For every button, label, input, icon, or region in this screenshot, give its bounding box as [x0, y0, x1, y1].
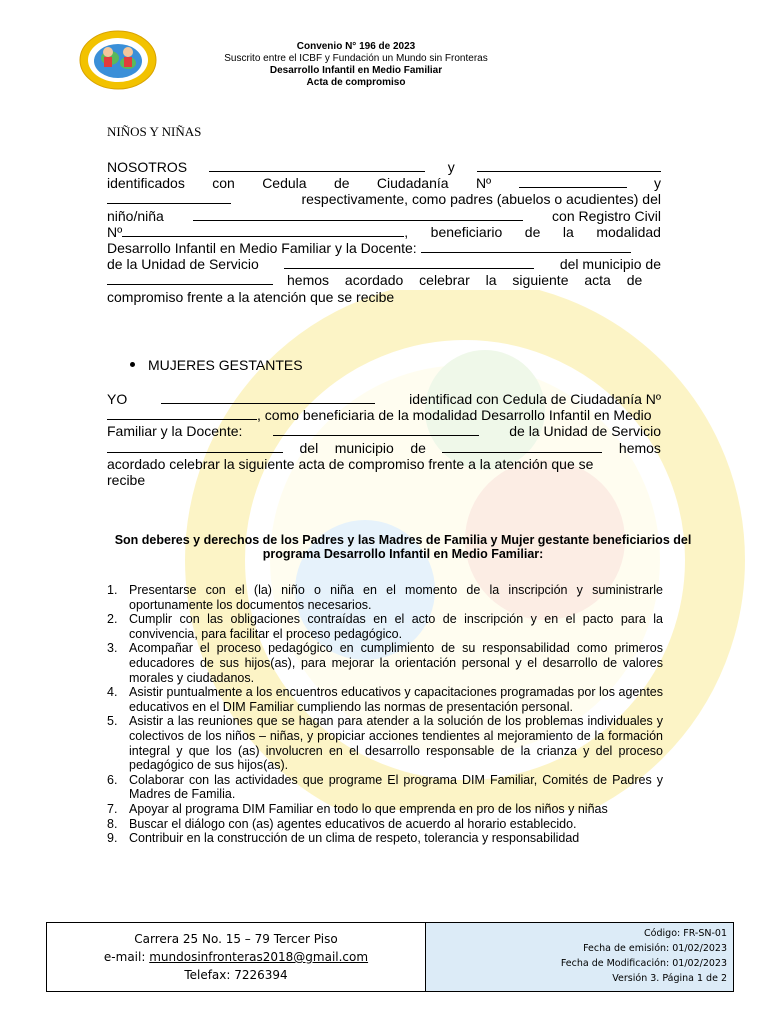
- header-subscribed: Suscrito entre el ICBF y Fundación un Mundo sin Fronteras: [224, 53, 488, 64]
- header-agreement: Convenio N° 196 de 2023: [296, 41, 416, 52]
- text: de la Unidad de Servicio: [509, 423, 661, 440]
- blank-line: [161, 391, 375, 404]
- blank-line: [519, 175, 627, 188]
- item-text: Asistir puntualmente a los encuentros educativos y capacitaciones programadas por los agentes educativos en el DIM Familiar cumpliendo las normas de presentación personal.: [129, 685, 663, 714]
- list-item: [107, 817, 663, 832]
- blank-line: [273, 423, 479, 436]
- item-text: Presentarse con el (la) niño o niña en el momento de la inscripción y suministrarle oportunamente los documentos necesarios.: [129, 583, 663, 612]
- text: hemos: [618, 439, 661, 456]
- text: NOSOTROS: [107, 159, 188, 175]
- text: , como beneficiaria de la modalidad Desarrollo Infantil en Medio: [257, 407, 652, 424]
- blank-line: [107, 272, 273, 285]
- duties-title: Son deberes y derechos de los Padres y las Madres de Familia y Mujer gestante beneficiarios del programa Desarrollo Infantil en Medio Familiar:: [114, 533, 692, 561]
- text: Nº: [107, 223, 123, 240]
- item-number: 4.: [107, 685, 118, 700]
- document-footer: [46, 922, 734, 992]
- text: identificados: [107, 175, 185, 192]
- blank-line: [442, 440, 602, 453]
- blank-line: [107, 191, 231, 204]
- text: de: [524, 223, 541, 240]
- blank-line: [477, 159, 661, 172]
- text: YO: [107, 391, 128, 407]
- foundation-logo: [78, 30, 158, 90]
- text: identificad con Cedula de Ciudadanía Nº: [409, 391, 661, 407]
- item-number: 1.: [107, 583, 118, 597]
- text: municipio: [334, 439, 394, 456]
- text: y: [653, 175, 661, 192]
- list-item: [107, 641, 663, 685]
- text: [287, 272, 661, 288]
- text: de: [333, 175, 350, 192]
- ninos-paragraph: [107, 159, 661, 305]
- blank-line: [209, 159, 425, 172]
- text: Ciudadanía: [376, 175, 449, 192]
- header-program: Desarrollo Infantil en Medio Familiar: [269, 65, 443, 76]
- footer-email-link[interactable]: mundosinfronteras2018@gmail.com: [149, 950, 369, 964]
- item-number: 3.: [107, 641, 118, 656]
- blank-line: [284, 256, 534, 269]
- bullet-heading: [130, 357, 303, 373]
- list-item: [107, 714, 663, 772]
- text: de la Unidad de Servicio: [107, 256, 259, 273]
- duties-list: [107, 583, 663, 846]
- text: beneficiario: [430, 223, 503, 240]
- text: y: [447, 159, 455, 175]
- list-item: [107, 612, 663, 641]
- bullet-icon: [130, 362, 135, 367]
- text: respectivamente, como padres (abuelos o acudientes) del: [301, 191, 661, 208]
- item-number: 7.: [107, 801, 118, 816]
- text: la: [562, 223, 574, 240]
- text: Familiar y la Docente:: [107, 423, 243, 440]
- blank-line: [107, 407, 257, 420]
- footer-contact: [47, 923, 426, 991]
- text: ,: [404, 223, 409, 240]
- list-item: [107, 685, 663, 714]
- text: del: [299, 439, 319, 456]
- blank-line: [107, 440, 283, 453]
- item-text: Contribuir en la construcción de un clima de respeto, tolerancia y responsabilidad: [129, 831, 580, 846]
- list-item: [107, 802, 663, 817]
- text: Cedula: [262, 175, 307, 192]
- text: recibe: [107, 471, 146, 488]
- footer-email-label: e-mail:: [103, 950, 146, 964]
- text: modalidad: [596, 223, 661, 240]
- doc-issued: Fecha de emisión: 01/02/2023: [583, 943, 727, 954]
- item-number: 6.: [107, 772, 118, 787]
- header-doc-title: Acta de compromiso: [306, 77, 406, 88]
- text: compromiso frente a la atención que se recibe: [107, 288, 395, 305]
- footer-doc-info: [426, 923, 733, 991]
- footer-phone: Telefax: 7226394: [184, 968, 288, 982]
- text: con: [212, 175, 235, 192]
- text: de: [410, 439, 426, 456]
- text: del municipio de: [559, 256, 661, 273]
- text: hemos acordado celebrar la siguiente acta de: [287, 272, 643, 289]
- text: niño/niña: [107, 207, 164, 224]
- doc-modified: Fecha de Modificación: 01/02/2023: [560, 958, 727, 969]
- item-text: Asistir a las reuniones que se hagan para atender a la solución de los problemas individuales y colectivos de los niños – niñas, y propiciar acciones tendientes al mejoramiento de la formación integral y que los (as) involucren en el desarrollo responsable de la crianza y del proceso pedagógico de sus hijos(as).: [129, 714, 663, 773]
- item-text: Buscar el diálogo con (as) agentes educativos de acuerdo al horario establecido.: [129, 816, 577, 831]
- blank-line: [421, 240, 631, 253]
- item-text: Apoyar al programa DIM Familiar en todo lo que emprenda en pro de los niños y niñas: [129, 801, 608, 816]
- item-number: 2.: [107, 612, 118, 627]
- text: con Registro Civil: [552, 207, 661, 224]
- text: Desarrollo Infantil en Medio Familiar y la Docente:: [107, 239, 417, 256]
- item-text: Colaborar con las actividades que programe El programa DIM Familiar, Comités de Padres y Madres de Familia.: [129, 772, 663, 802]
- text: acordado celebrar la siguiente acta de compromiso frente a la atención que se: [107, 455, 594, 472]
- doc-code: Código: FR-SN-01: [644, 928, 727, 939]
- footer-email-line: [47, 948, 425, 966]
- list-item: [107, 773, 663, 802]
- mujeres-paragraph: [107, 391, 661, 488]
- list-item: [107, 583, 663, 612]
- section-title: NIÑOS Y NIÑAS: [107, 124, 202, 139]
- item-number: 5.: [107, 714, 118, 729]
- item-number: 9.: [107, 831, 118, 846]
- doc-version: Versión 3. Página 1 de 2: [612, 973, 727, 984]
- item-text: Cumplir con las obligaciones contraídas en el acto de inscripción y en el pacto para la convivencia, para facilitar el proceso pedagógico.: [129, 612, 663, 641]
- blank-line: [122, 224, 404, 237]
- list-item: [107, 831, 663, 846]
- text: Nº: [475, 175, 492, 192]
- footer-address: Carrera 25 No. 15 – 79 Tercer Piso: [134, 932, 338, 946]
- bullet-text: MUJERES GESTANTES: [148, 357, 303, 373]
- item-text: Acompañar el proceso pedagógico en cumplimiento de su responsabilidad como primeros educadores de sus hijos(as), para mejorar la orientación personal y el desarrollo de valores morales y ciudadanos.: [129, 641, 663, 685]
- blank-line: [193, 208, 523, 221]
- item-number: 8.: [107, 816, 118, 831]
- document-header: [160, 41, 552, 89]
